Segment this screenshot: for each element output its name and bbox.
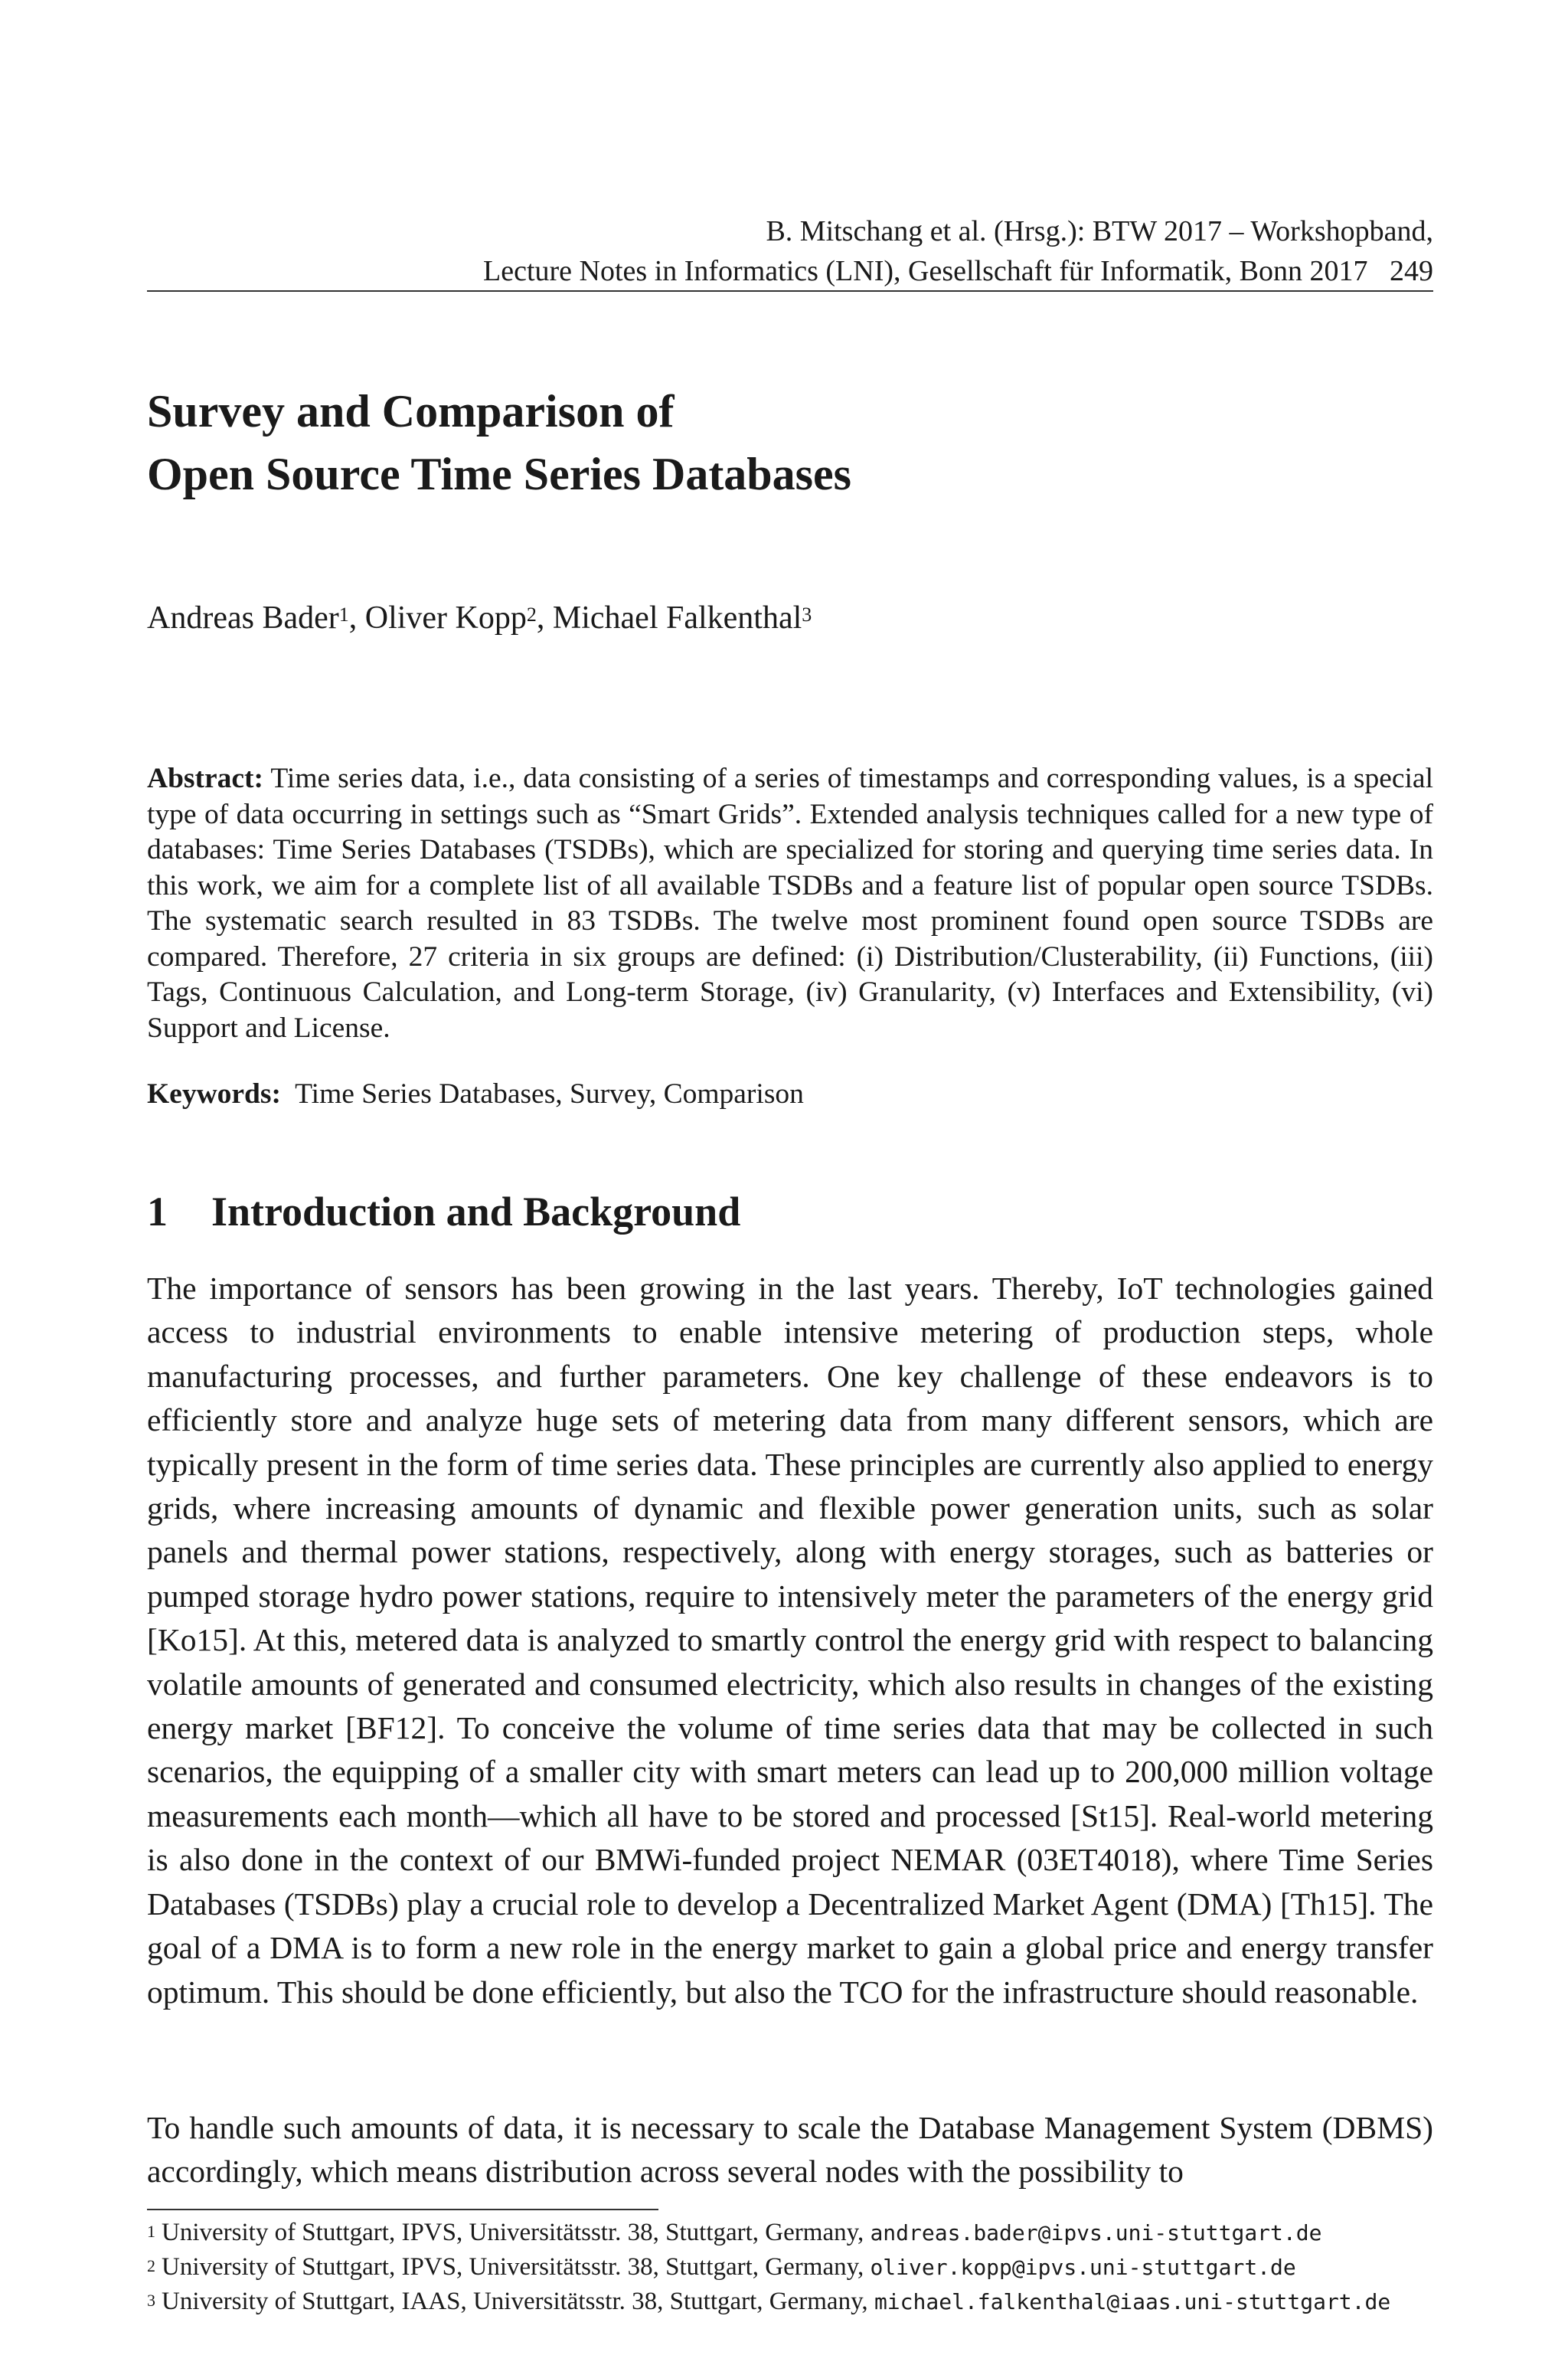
author-name: Michael Falkenthal — [552, 600, 802, 636]
section-number: 1 — [147, 1189, 168, 1235]
footnote-rule — [147, 2209, 658, 2210]
footnote-mark: 2 — [147, 2256, 155, 2275]
abstract-label: Abstract: — [147, 763, 264, 794]
footnote-email-link[interactable]: michael.falkenthal@iaas.uni-stuttgart.de — [874, 2289, 1391, 2314]
header-journal: Lecture Notes in Informatics (LNI), Gesellschaft für Informatik, Bonn 2017 — [483, 255, 1368, 287]
header-line-1: B. Mitschang et al. (Hrsg.): BTW 2017 – Workshopband, — [766, 215, 1433, 247]
author-list: Andreas Bader$^1$, Oliver Kopp$^2$, Michael Falkenthal$^3$ — [147, 600, 812, 636]
author-name: Oliver Kopp — [364, 600, 527, 636]
header-line-2 — [147, 251, 1433, 291]
author-name: Andreas Bader — [147, 600, 339, 636]
footnote-affiliation: University of Stuttgart, IPVS, Universitätsstr. 38, Stuttgart, Germany, — [162, 2219, 864, 2246]
keywords-text: Time Series Databases, Survey, Comparison — [295, 1078, 804, 1110]
abstract — [147, 761, 1433, 1046]
section-title: Introduction and Background — [211, 1189, 741, 1235]
author-footnote-mark[interactable]: 2 — [526, 603, 537, 626]
body-paragraph-1: The importance of sensors has been growing in the last years. Thereby, IoT technologies gained access to industrial environments to enable intensive metering of production steps, whole manufacturing processes, and further parameters. One key challenge of these endeavors is to efficiently store and analyze huge sets of metering data from many different sensors, which are typically present in the form of time series data. These principles are currently also applied to energy grids, where increasing amounts of dynamic and flexible power generation units, such as solar panels and thermal power stations, respectively, along with energy storages, such as batteries or pumped storage hydro power stations, require to intensively meter the parameters of the energy grid [Ko15]. At this, metered data is analyzed to smartly control the energy grid with respect to balancing volatile amounts of generated and consumed electricity, which also results in changes of the existing energy market [BF12]. To conceive the volume of time series data that may be collected in such scenarios, the equipping of a smaller city with smart meters can lead up to 200,000 million voltage measurements each month—which all have to be stored and processed [St15]. Real-world metering is also done in the context of our BMWi-funded project NEMAR (03ET4018), where Time Series Databases (TSDBs) play a crucial role to develop a Decentralized Market Agent (DMA) [Th15]. The goal of a DMA is to form a new role in the energy market to gain a global price and energy transfer optimum. This should be done efficiently, but also the TCO for the infrastructure should reasonable. — [147, 1271, 1433, 2010]
abstract-text: Time series data, i.e., data consisting of a series of timestamps and corresponding values, is a special type of data occurring in settings such as “Smart Grids”. Extended analysis techniques called for a new type of databases: Time Series Databases (TSDBs), which are specialized for storing and querying time series data. In this work, we aim for a complete list of all available TSDBs and a feature list of popular open source TSDBs. The systematic search resulted in 83 TSDBs. The twelve most prominent found open source TSDBs are compared. Therefore, 27 criteria in six groups are defined: (i) Distribution/Clusterability, (ii) Functions, (iii) Tags, Continuous Calculation, and Long-term Storage, (iv) Granularity, (v) Interfaces and Extensibility, (vi) Support and License. — [147, 763, 1433, 1044]
footnote-affiliation: University of Stuttgart, IAAS, Universitätsstr. 38, Stuttgart, Germany, — [162, 2288, 868, 2315]
footnotes — [147, 2216, 1433, 2319]
header-rule — [147, 290, 1433, 292]
footnote-item — [147, 2285, 1433, 2319]
footnote-affiliation: University of Stuttgart, IPVS, Universitätsstr. 38, Stuttgart, Germany, — [162, 2253, 864, 2281]
footnote-email-link[interactable]: andreas.bader@ipvs.uni-stuttgart.de — [870, 2220, 1322, 2246]
footnote-item — [147, 2250, 1433, 2285]
footnote-mark: 1 — [147, 2222, 155, 2241]
footnote-item — [147, 2216, 1433, 2250]
author-footnote-mark[interactable]: 3 — [802, 603, 812, 626]
keywords — [147, 1077, 1433, 1112]
section-heading — [147, 1184, 740, 1239]
title-line-1: Survey and Comparison of — [147, 386, 675, 437]
page-number: 249 — [1390, 255, 1433, 287]
title-line-2: Open Source Time Series Databases — [147, 449, 852, 499]
footnote-email-link[interactable]: oliver.kopp@ipvs.uni-stuttgart.de — [870, 2255, 1296, 2280]
footnote-mark: 3 — [147, 2291, 155, 2310]
paper-title — [147, 380, 1433, 505]
body-paragraph-2: To handle such amounts of data, it is necessary to scale the Database Management System (DBMS) accordingly, which means distribution across several nodes with the possibility to — [147, 2110, 1433, 2190]
author-footnote-mark[interactable]: 1 — [338, 603, 349, 626]
running-header — [147, 211, 1433, 291]
keywords-label: Keywords: — [147, 1078, 281, 1110]
